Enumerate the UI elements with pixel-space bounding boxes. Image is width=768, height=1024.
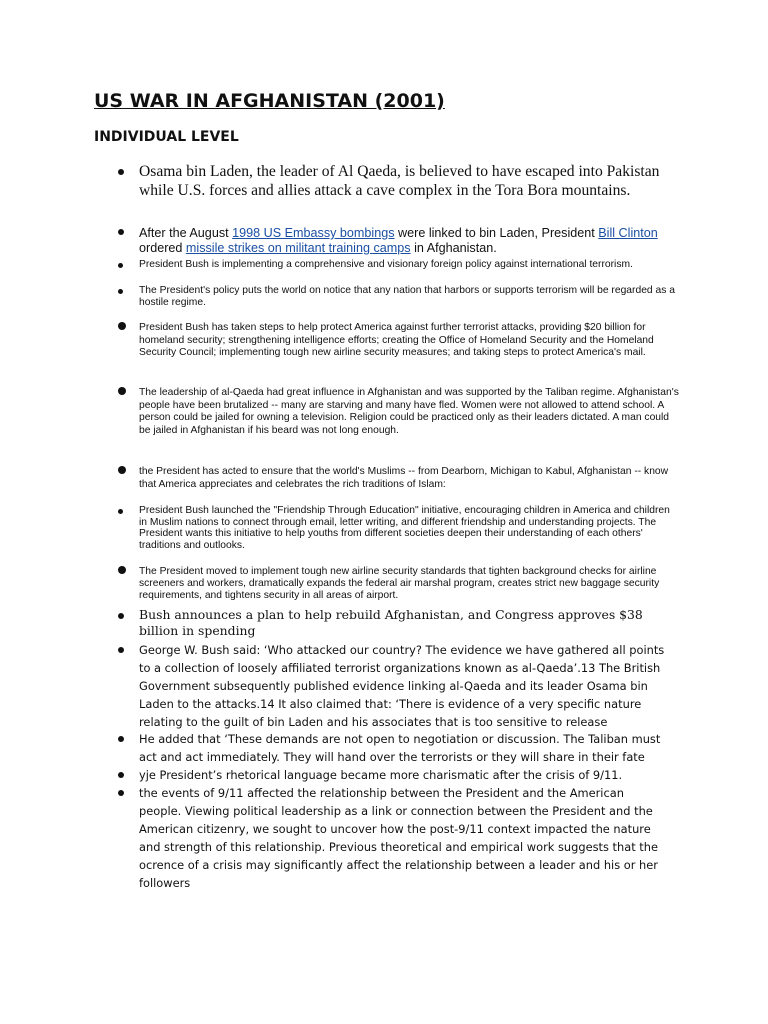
bullet-text: Bush announces a plan to help rebuild Afghanistan, and Congress approves $38 billion in spending	[139, 607, 643, 638]
bullet-icon	[118, 263, 123, 268]
bullet-icon	[118, 466, 126, 474]
bullet-text: President Bush has taken steps to help protect America against further terrorist attacks, providing $20 billion for homeland security; strengthening intelligence efforts; creating the Office of Homeland Security and the Homeland Security Council; implementing tough new airline security measures; and taking steps to protect America's mail.	[139, 322, 654, 359]
section-heading: INDIVIDUAL LEVEL	[94, 129, 239, 145]
bullet-text: President Bush launched the "Friendship Through Education" initiative, encouraging children in America and children in Muslim nations to connect through email, letter writing, and different friendship and understanding projects. The President wants this initiative to help youths from different societies deepen their understanding of each others' traditions and outlooks.	[139, 505, 670, 551]
bullet-text: The President's policy puts the world on notice that any nation that harbors or supports terrorism will be regarded as a hostile regime.	[139, 285, 675, 308]
bullet-icon	[118, 613, 124, 619]
bullet-text: The leadership of al-Qaeda had great influence in Afghanistan and was supported by the Taliban regime. Afghanistan's people have been brutalized -- many are starving and many have fled. Women were not allowed to attend school. A person could be jailed for owning a television. Religion could be practiced only as their leaders dictated. A man could be jailed in Afghanistan if his beard was not long enough.	[139, 387, 679, 437]
bullet-icon	[118, 772, 124, 778]
bullet-text: He added that ‘These demands are not open to negotiation or discussion. The Taliban must act and act immediately. They will hand over the terrorists or they will share in their fate	[139, 732, 661, 764]
bullet-icon	[118, 647, 124, 653]
bullet-icon	[118, 387, 126, 395]
link-missile-strikes[interactable]: missile strikes on militant training camps	[185, 241, 411, 255]
bullet-text: the President has acted to ensure that the world's Muslims -- from Dearborn, Michigan to Kabul, Afghanistan -- know that America appreciates and celebrates the rich traditions of Islam:	[139, 466, 669, 490]
bullet-text: yje President’s rhetorical language became more charismatic after the crisis of 9/11.	[139, 768, 623, 782]
bullet-text: Osama bin Laden, the leader of Al Qaeda, is believed to have escaped into Pakistan while U.S. forces and allies attack a cave complex in the Tora Bora mountains.	[139, 163, 660, 199]
bullet-text: The President moved to implement tough new airline security standards that tighten background checks for airline screeners and workers, dramatically expands the federal air marshal program, creates strict new baggage security requirements, and tightens security in all areas of airport.	[139, 566, 660, 601]
page-title: US WAR IN AFGHANISTAN (2001)	[94, 90, 445, 112]
bullet-icon	[118, 322, 126, 330]
bullet-icon	[118, 566, 126, 574]
bullet-icon	[118, 229, 124, 235]
bullet-icon	[118, 289, 123, 294]
bullet-text: George W. Bush said: ‘Who attacked our country? The evidence we have gathered all points to a collection of loosely affiliated terrorist organizations known as al-Qaeda’.13 The British Government subsequently published evidence linking al-Qaeda and its leader Osama bin Laden to the attacks.14 It also claimed that: ‘There is evidence of a very specific nature relating to the guilt of bin Laden and his associates that is too sensitive to release	[139, 643, 665, 729]
bullet-icon	[118, 169, 124, 175]
bullet-icon	[118, 736, 124, 742]
link-1998-embassy-bombings[interactable]: 1998 US Embassy bombings	[232, 226, 395, 240]
bullet-icon	[118, 509, 123, 514]
link-bill-clinton[interactable]: Bill Clinton	[598, 226, 658, 240]
bullet-text: After the August 1998 US Embassy bombings were linked to bin Laden, President Bill Clinton ordered missile strikes on militant training camps in Afghanistan.	[139, 226, 658, 255]
bullet-text: President Bush is implementing a comprehensive and visionary foreign policy against international terrorism.	[139, 259, 633, 270]
bullet-icon	[118, 790, 124, 796]
bullet-text: the events of 9/11 affected the relationship between the President and the American people. Viewing political leadership as a link or connection between the President and the American citizenry, we sought to uncover how the post-9/11 context impacted the nature and strength of this relationship. Previous theoretical and empirical work suggests that the ocrence of a crisis may significantly affect the relationship between a leader and his or her followers	[139, 786, 659, 890]
